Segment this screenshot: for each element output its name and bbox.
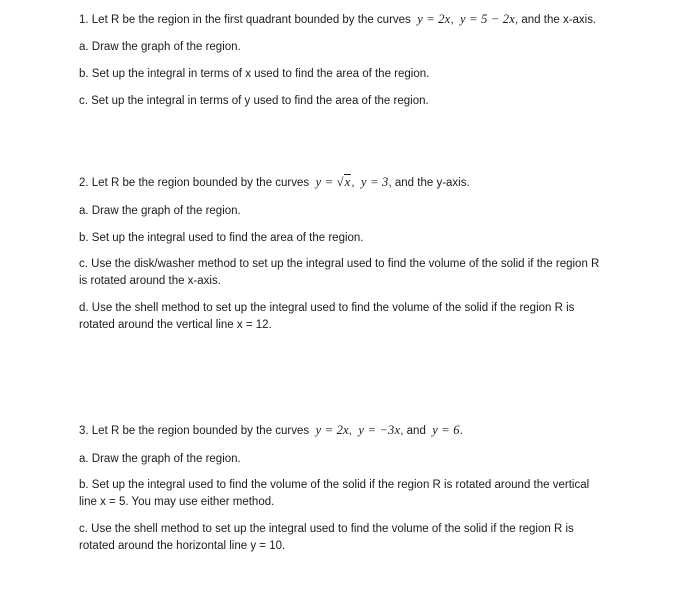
- problem-3-part-b-line-1: b. Set up the integral used to find the volume of the solid if the region R is rotated around the vertical: [79, 479, 590, 491]
- problem-2-curve-1: [316, 175, 352, 189]
- problem-1-intro: 1. Let R be the region in the first quadrant bounded by the curves: [79, 14, 411, 26]
- problem-1-curve-2: y = 5 − 2x: [460, 12, 515, 26]
- problem-3-statement: 3. Let R be the region bounded by the curves y = 2x, y = −3x, and y = 6.: [79, 423, 463, 437]
- problem-3-curve-3: y = 6: [432, 423, 460, 437]
- problem-1-statement: 1. Let R be the region in the first quadrant bounded by the curves y = 2x, y = 5 − 2x, and the x-axis.: [79, 12, 597, 26]
- problem-3-intro: 3. Let R be the region bounded by the curves: [79, 425, 310, 437]
- problem-2-radicand: x: [344, 175, 351, 189]
- problem-2-intro: 2. Let R be the region bounded by the curves: [79, 177, 310, 189]
- problem-3-part-b-line-2: line x = 5. You may use either method.: [79, 496, 275, 508]
- problem-3-tail: .: [459, 425, 463, 437]
- problem-2-curve-1-lhs: y =: [315, 175, 337, 189]
- problem-2-tail: , and the y-axis.: [388, 177, 470, 189]
- square-root-symbol: √x: [336, 175, 351, 189]
- problem-2-part-b: b. Set up the integral used to find the area of the region.: [79, 232, 364, 244]
- problem-2-statement: 2. Let R be the region bounded by the curves y = √x, y = 3, and the y-axis.: [79, 175, 470, 189]
- problem-2-curve-2: y = 3: [361, 175, 389, 189]
- problem-2-part-c-line-1: c. Use the disk/washer method to set up the integral used to find the volume of the solid if the region R: [79, 258, 600, 270]
- problem-1-tail: , and the x-axis.: [515, 14, 597, 26]
- problem-3-curve-2: y = −3x: [358, 423, 401, 437]
- problem-1-part-b: b. Set up the integral in terms of x used to find the area of the region.: [79, 68, 430, 80]
- problem-2-part-d-line-2: rotated around the vertical line x = 12.: [79, 319, 272, 331]
- problem-3-part-c-line-1: c. Use the shell method to set up the integral used to find the volume of the solid if the region R is: [79, 523, 574, 535]
- problem-2-part-c-line-2: is rotated around the x-axis.: [79, 275, 221, 287]
- problem-2-part-d-line-1: d. Use the shell method to set up the integral used to find the volume of the solid if the region R is: [79, 302, 575, 314]
- problem-3-part-a: a. Draw the graph of the region.: [79, 453, 241, 465]
- problem-3-curve-1: y = 2x: [315, 423, 349, 437]
- problem-3-part-c-line-2: rotated around the horizontal line y = 10.: [79, 540, 286, 552]
- problem-1-part-c: c. Set up the integral in terms of y used to find the area of the region.: [79, 95, 429, 107]
- problem-2-part-a: a. Draw the graph of the region.: [79, 205, 241, 217]
- problem-1-curve-1: y = 2x: [417, 12, 451, 26]
- problem-3-and: , and: [400, 425, 426, 437]
- problem-1-part-a: a. Draw the graph of the region.: [79, 41, 241, 53]
